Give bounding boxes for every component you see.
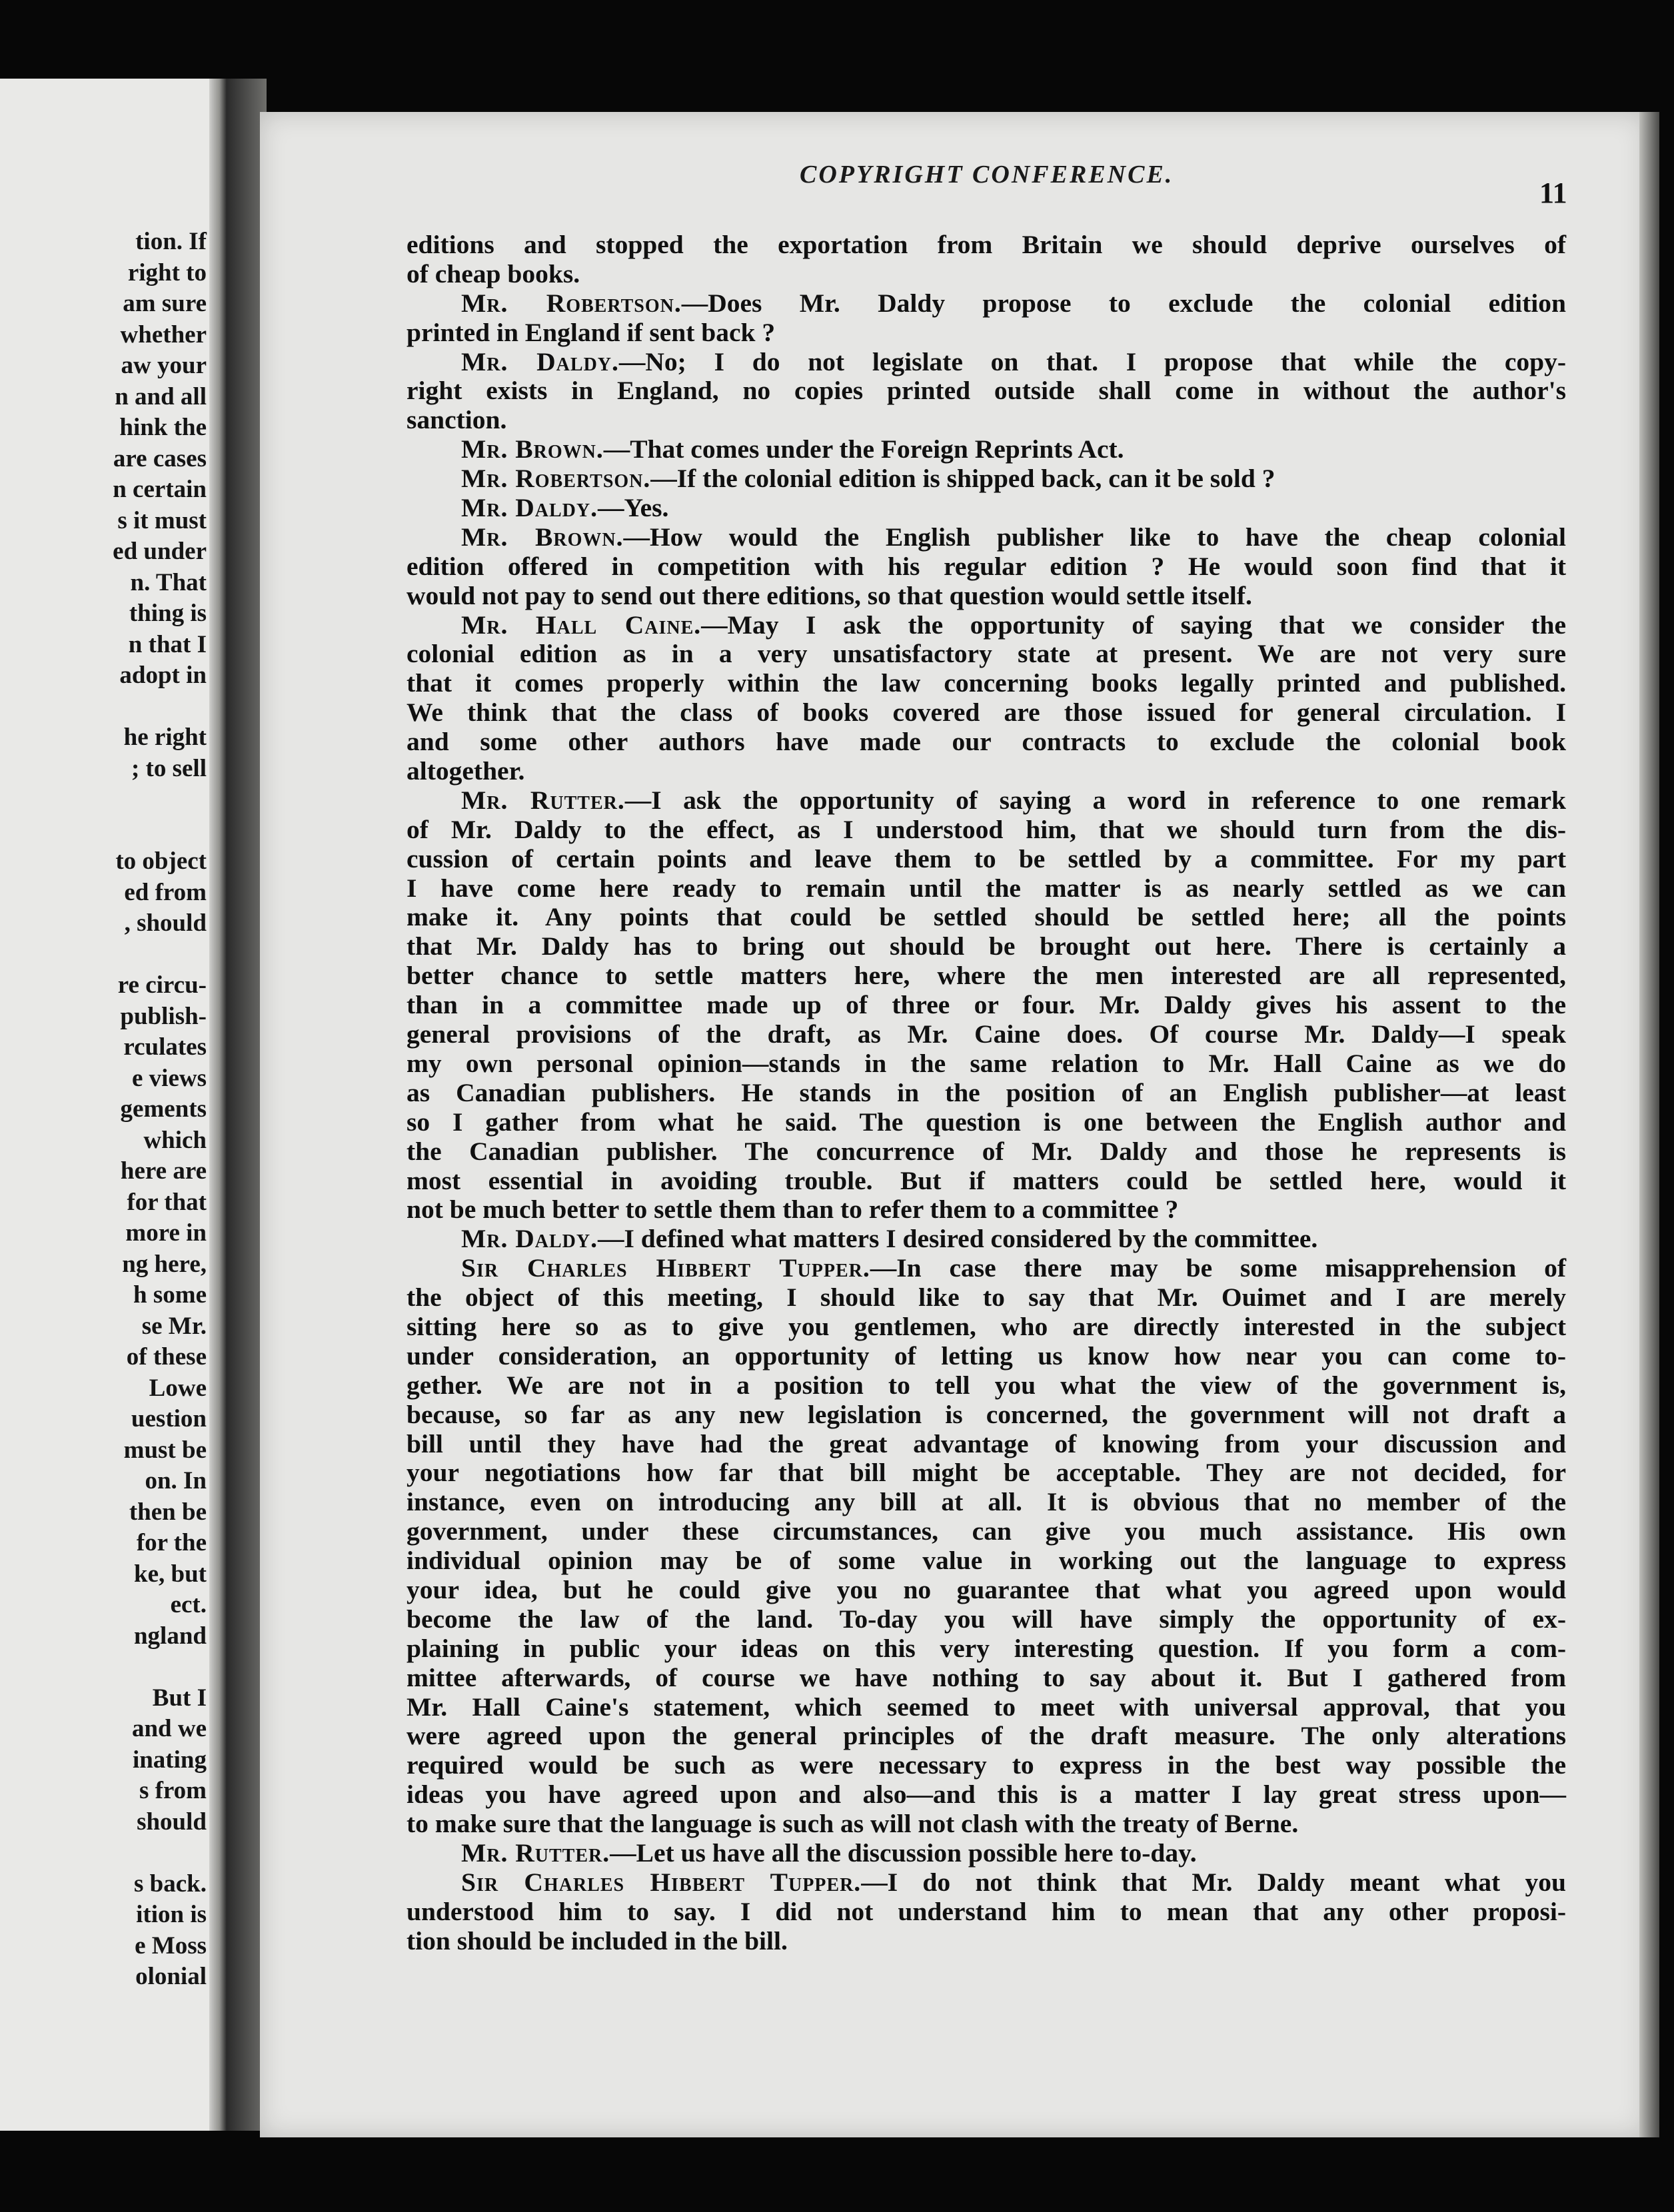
text-line: [407, 1371, 1566, 1400]
text-line: [407, 318, 1566, 348]
left-page-fragment: ; to sell: [131, 754, 207, 782]
speaker-name: Sir Charles Hibbert Tupper.: [461, 1867, 862, 1897]
line-text: mittee afterwards, of course we have nothing to say about it. But I gathered from: [407, 1662, 1566, 1692]
line-text: —Yes.: [598, 493, 669, 523]
speaker-name: Mr. Rutter.: [461, 785, 625, 815]
left-page-fragment: are cases: [113, 444, 207, 472]
line-text: —Does Mr. Daldy propose to exclude the colonial edition: [681, 288, 1566, 318]
left-page-fragment: , should: [124, 909, 207, 937]
text-line: [407, 260, 1566, 289]
left-page-fragment: [0, 816, 207, 847]
left-page-fragment: n certain: [113, 476, 207, 503]
line-text: —Let us have all the discussion possible here to-day.: [610, 1838, 1197, 1868]
book-binding: [209, 79, 227, 2131]
line-text: —I defined what matters I desired considered by the committee.: [598, 1224, 1318, 1254]
line-text: your negotiations how far that bill might be acceptable. They are not decided, for: [407, 1458, 1566, 1488]
line-text: and some other authors have made our contracts to exclude the colonial book: [407, 727, 1566, 757]
line-text: cussion of certain points and leave them to be settled by a committee. For my part: [407, 843, 1566, 873]
speaker-name: Mr. Brown.: [461, 522, 624, 552]
line-text: —That comes under the Foreign Reprints Act.: [603, 434, 1124, 464]
left-facing-page: [0, 79, 227, 2131]
left-page-fragment: [0, 939, 207, 971]
text-line: [407, 786, 1566, 816]
left-page-text-fragments: [0, 227, 207, 1993]
text-line: [407, 1020, 1566, 1049]
left-page-fragment: must be: [123, 1436, 207, 1464]
line-text: to make sure that the language is such as will not clash with the treaty of Berne.: [407, 1809, 1299, 1839]
text-line: [407, 816, 1566, 845]
left-page-fragment: [0, 1652, 207, 1683]
text-line: [407, 698, 1566, 728]
text-line: [407, 231, 1566, 260]
page-number: 11: [1539, 177, 1567, 209]
left-page-fragment: to object: [115, 847, 207, 875]
text-line: [407, 435, 1566, 464]
left-page-fragment: ke, but: [134, 1560, 207, 1588]
line-text: I have come here ready to remain until the matter is as nearly settled as we can: [407, 873, 1566, 903]
line-text: Mr. Hall Caine's statement, which seemed to meet with universal approval, that you: [407, 1692, 1566, 1722]
line-text: edition offered in competition with his regular edition ? He would soon find that it: [407, 551, 1566, 581]
text-line: [407, 1313, 1566, 1342]
text-line: [407, 640, 1566, 669]
line-text: sanction.: [407, 405, 507, 435]
line-text: would not pay to send out there editions, so that question would settle itself.: [407, 580, 1252, 610]
left-page-fragment: s it must: [117, 506, 207, 534]
text-line: [407, 611, 1566, 640]
left-page-fragment: ect.: [170, 1591, 207, 1618]
line-text: your idea, but he could give you no guarantee that what you agreed upon would: [407, 1574, 1566, 1604]
left-page-fragment: gements: [120, 1095, 207, 1123]
line-text: We think that the class of books covered are those issued for general circulation. I: [407, 698, 1566, 728]
left-page-fragment: e views: [132, 1064, 207, 1092]
left-page-fragment: of these: [126, 1343, 207, 1371]
text-line: [407, 376, 1566, 406]
line-text: my own personal opinion—stands in the same relation to Mr. Hall Caine as we do: [407, 1048, 1566, 1078]
line-text: the Canadian publisher. The concurrence of Mr. Daldy and those he represents is: [407, 1136, 1566, 1166]
text-line: [407, 1839, 1566, 1868]
left-page-fragment: am sure: [123, 290, 207, 317]
left-page-fragment: olonial: [135, 1963, 207, 1990]
text-line: [407, 728, 1566, 757]
line-text: instance, even on introducing any bill at all. It is obvious that no member of the: [407, 1487, 1566, 1517]
line-text: ideas you have agreed upon and also—and this is a matter I lay great stress upon—: [407, 1780, 1566, 1810]
left-page-fragment: ngland: [133, 1622, 207, 1650]
speaker-name: Mr. Daldy.: [461, 346, 619, 376]
speaker-name: Sir Charles Hibbert Tupper.: [461, 1253, 870, 1283]
line-text: better chance to settle matters here, where the men interested are all represented,: [407, 961, 1566, 991]
speaker-name: Mr. Daldy.: [461, 1224, 598, 1254]
left-page-fragment: ed under: [113, 538, 207, 565]
speaker-name: Mr. Hall Caine.: [461, 610, 702, 640]
speaker-name: Mr. Daldy.: [461, 493, 598, 523]
left-page-fragment: thing is: [129, 600, 207, 627]
text-line: [407, 289, 1566, 318]
line-text: general provisions of the draft, as Mr. Caine does. Of course Mr. Daldy—I speak: [407, 1019, 1566, 1049]
text-line: [407, 1546, 1566, 1576]
left-page-fragment: for that: [127, 1188, 207, 1216]
text-line: [407, 903, 1566, 932]
line-text: make it. Any points that could be settled should be settled here; all the points: [407, 902, 1566, 932]
left-page-fragment: uestion: [131, 1405, 207, 1432]
line-text: —How would the English publisher like to have the cheap colonial: [623, 522, 1566, 552]
line-text: under consideration, an opportunity of letting us know how near you can come to-: [407, 1341, 1566, 1371]
text-line: [407, 523, 1566, 552]
text-line: [407, 406, 1566, 435]
left-page-fragment: [0, 1838, 207, 1869]
speaker-name: Mr. Rutter.: [461, 1838, 610, 1868]
left-page-fragment: ed from: [124, 878, 207, 906]
line-text: —May I ask the opportunity of saying that we consider the: [701, 610, 1567, 640]
left-page-fragment: right to: [127, 259, 207, 286]
left-page-fragment: s back.: [134, 1870, 207, 1898]
line-text: —I ask the opportunity of saying a word in reference to one remark: [624, 785, 1566, 815]
text-line: [407, 1898, 1566, 1927]
line-text: most essential in avoiding trouble. But if matters could be settled here, would it: [407, 1165, 1566, 1195]
left-page-fragment: here are: [120, 1157, 207, 1185]
left-page-fragment: and we: [131, 1715, 207, 1742]
text-line: [407, 1458, 1566, 1488]
running-head: COPYRIGHT CONFERENCE.: [800, 161, 1174, 189]
text-line: [407, 348, 1566, 377]
text-line: [407, 1108, 1566, 1137]
text-line: [407, 1722, 1566, 1751]
line-text: that it comes properly within the law concerning books legally printed and published.: [407, 668, 1566, 698]
line-text: sitting here so as to give you gentlemen, who are directly interested in the subject: [407, 1311, 1566, 1341]
text-line: [407, 1693, 1566, 1722]
line-text: that Mr. Daldy has to bring out should be brought out here. There is certainly a: [407, 931, 1566, 961]
text-line: [407, 1049, 1566, 1079]
left-page-fragment: e Moss: [135, 1932, 207, 1959]
line-text: required would be such as were necessary to express in the best way possible the: [407, 1750, 1566, 1780]
text-line: [407, 1430, 1566, 1459]
text-line: [407, 1664, 1566, 1693]
text-line: [407, 1342, 1566, 1371]
left-page-fragment: [0, 692, 207, 723]
text-line: [407, 1137, 1566, 1167]
left-page-fragment: se Mr.: [141, 1312, 207, 1340]
text-line: [407, 1195, 1566, 1225]
line-text: of cheap books.: [407, 259, 580, 288]
text-line: [407, 1283, 1566, 1313]
text-line: [407, 1868, 1566, 1898]
line-text: gether. We are not in a position to tell you what the view of the government is,: [407, 1370, 1566, 1400]
text-line: [407, 961, 1566, 991]
line-text: understood him to say. I did not understand him to mean that any other proposi-: [407, 1896, 1566, 1926]
line-text: right exists in England, no copies printed outside shall come in without the author's: [407, 376, 1566, 406]
text-line: [407, 874, 1566, 903]
left-page-fragment: n and all: [115, 382, 207, 410]
line-text: —No; I do not legislate on that. I propose that while the copy-: [618, 346, 1566, 376]
left-page-fragment: But I: [152, 1684, 207, 1712]
line-text: of Mr. Daldy to the effect, as I understood him, that we should turn from the dis-: [407, 814, 1566, 844]
text-line: [407, 1810, 1566, 1839]
line-text: were agreed upon the general principles of the draft measure. The only alterations: [407, 1721, 1566, 1751]
left-page-fragment: more in: [125, 1219, 207, 1247]
left-page-fragment: rculates: [123, 1033, 207, 1061]
left-page-fragment: publish-: [120, 1002, 207, 1030]
line-text: plaining in public your ideas on this very interesting question. If you form a com-: [407, 1633, 1566, 1663]
left-page-fragment: [0, 784, 207, 816]
text-line: [407, 1079, 1566, 1108]
text-line: [407, 845, 1566, 874]
text-line: [407, 1517, 1566, 1546]
left-page-fragment: h some: [133, 1281, 207, 1309]
line-text: colonial edition as in a very unsatisfactory state at present. We are not very sure: [407, 639, 1566, 669]
text-line: [407, 1254, 1566, 1283]
text-line: [407, 932, 1566, 961]
line-text: become the law of the land. To-day you will have simply the opportunity of ex-: [407, 1604, 1566, 1634]
text-line: [407, 552, 1566, 582]
line-text: individual opinion may be of some value in working out the language to express: [407, 1546, 1566, 1576]
left-page-fragment: aw your: [121, 352, 207, 379]
left-page-fragment: n that I: [128, 630, 207, 658]
text-line: [407, 494, 1566, 523]
left-page-fragment: adopt in: [119, 662, 207, 689]
text-line: [407, 1576, 1566, 1605]
left-page-fragment: he right: [123, 724, 207, 751]
text-line: [407, 991, 1566, 1020]
text-line: [407, 1225, 1566, 1254]
left-page-fragment: tion. If: [135, 228, 207, 255]
left-page-fragment: whether: [120, 320, 207, 348]
line-text: than in a committee made up of three or four. Mr. Daldy gives his assent to the: [407, 990, 1566, 1020]
text-line: [407, 1605, 1566, 1634]
left-page-fragment: ition is: [136, 1901, 207, 1928]
text-line: [407, 1488, 1566, 1517]
line-text: so I gather from what he said. The question is one between the English author and: [407, 1107, 1566, 1137]
speaker-name: Mr. Robertson.: [461, 464, 651, 494]
line-text: as Canadian publishers. He stands in the position of an English publisher—at least: [407, 1077, 1566, 1107]
text-line: [407, 1927, 1566, 1956]
left-page-fragment: s from: [139, 1777, 207, 1804]
text-line: [407, 757, 1566, 786]
line-text: bill until they have had the great advantage of knowing from your discussion and: [407, 1428, 1566, 1458]
body-text: [407, 231, 1566, 1956]
line-text: government, under these circumstances, can give you much assistance. His own: [407, 1516, 1566, 1546]
text-line: [407, 1780, 1566, 1810]
line-text: editions and stopped the exportation from Britain we should deprive ourselves of: [407, 230, 1566, 259]
left-page-fragment: which: [143, 1126, 207, 1154]
left-page-fragment: n. That: [130, 568, 207, 596]
text-line: [407, 1400, 1566, 1430]
line-text: tion should be included in the bill.: [407, 1926, 788, 1955]
left-page-fragment: should: [137, 1808, 207, 1836]
text-line: [407, 1751, 1566, 1780]
left-page-fragment: then be: [129, 1498, 207, 1526]
left-page-fragment: on. In: [145, 1467, 207, 1494]
left-page-fragment: re circu-: [117, 971, 207, 999]
left-page-fragment: ng here,: [122, 1250, 207, 1278]
main-page: [260, 112, 1646, 2137]
text-line: [407, 582, 1566, 611]
line-text: because, so far as any new legislation is concerned, the government will not draft a: [407, 1399, 1566, 1429]
line-text: —In case there may be some misapprehension of: [870, 1253, 1567, 1283]
line-text: printed in England if sent back ?: [407, 317, 776, 347]
left-page-fragment: Lowe: [149, 1374, 207, 1402]
line-text: not be much better to settle them than to refer them to a committee ?: [407, 1195, 1179, 1225]
speaker-name: Mr. Brown.: [461, 434, 604, 464]
left-page-fragment: inating: [132, 1746, 207, 1774]
left-page-fragment: for the: [136, 1529, 207, 1556]
text-line: [407, 1634, 1566, 1664]
text-line: [407, 669, 1566, 698]
page-edge: [1639, 112, 1659, 2137]
line-text: altogether.: [407, 756, 525, 786]
line-text: the object of this meeting, I should like to say that Mr. Ouimet and I are merely: [407, 1283, 1566, 1313]
text-line: [407, 1167, 1566, 1196]
text-line: [407, 464, 1566, 494]
speaker-name: Mr. Robertson.: [461, 288, 682, 318]
left-page-fragment: hink the: [119, 414, 207, 441]
line-text: —If the colonial edition is shipped back, can it be sold ?: [650, 464, 1275, 494]
line-text: —I do not think that Mr. Daldy meant what you: [861, 1867, 1566, 1897]
